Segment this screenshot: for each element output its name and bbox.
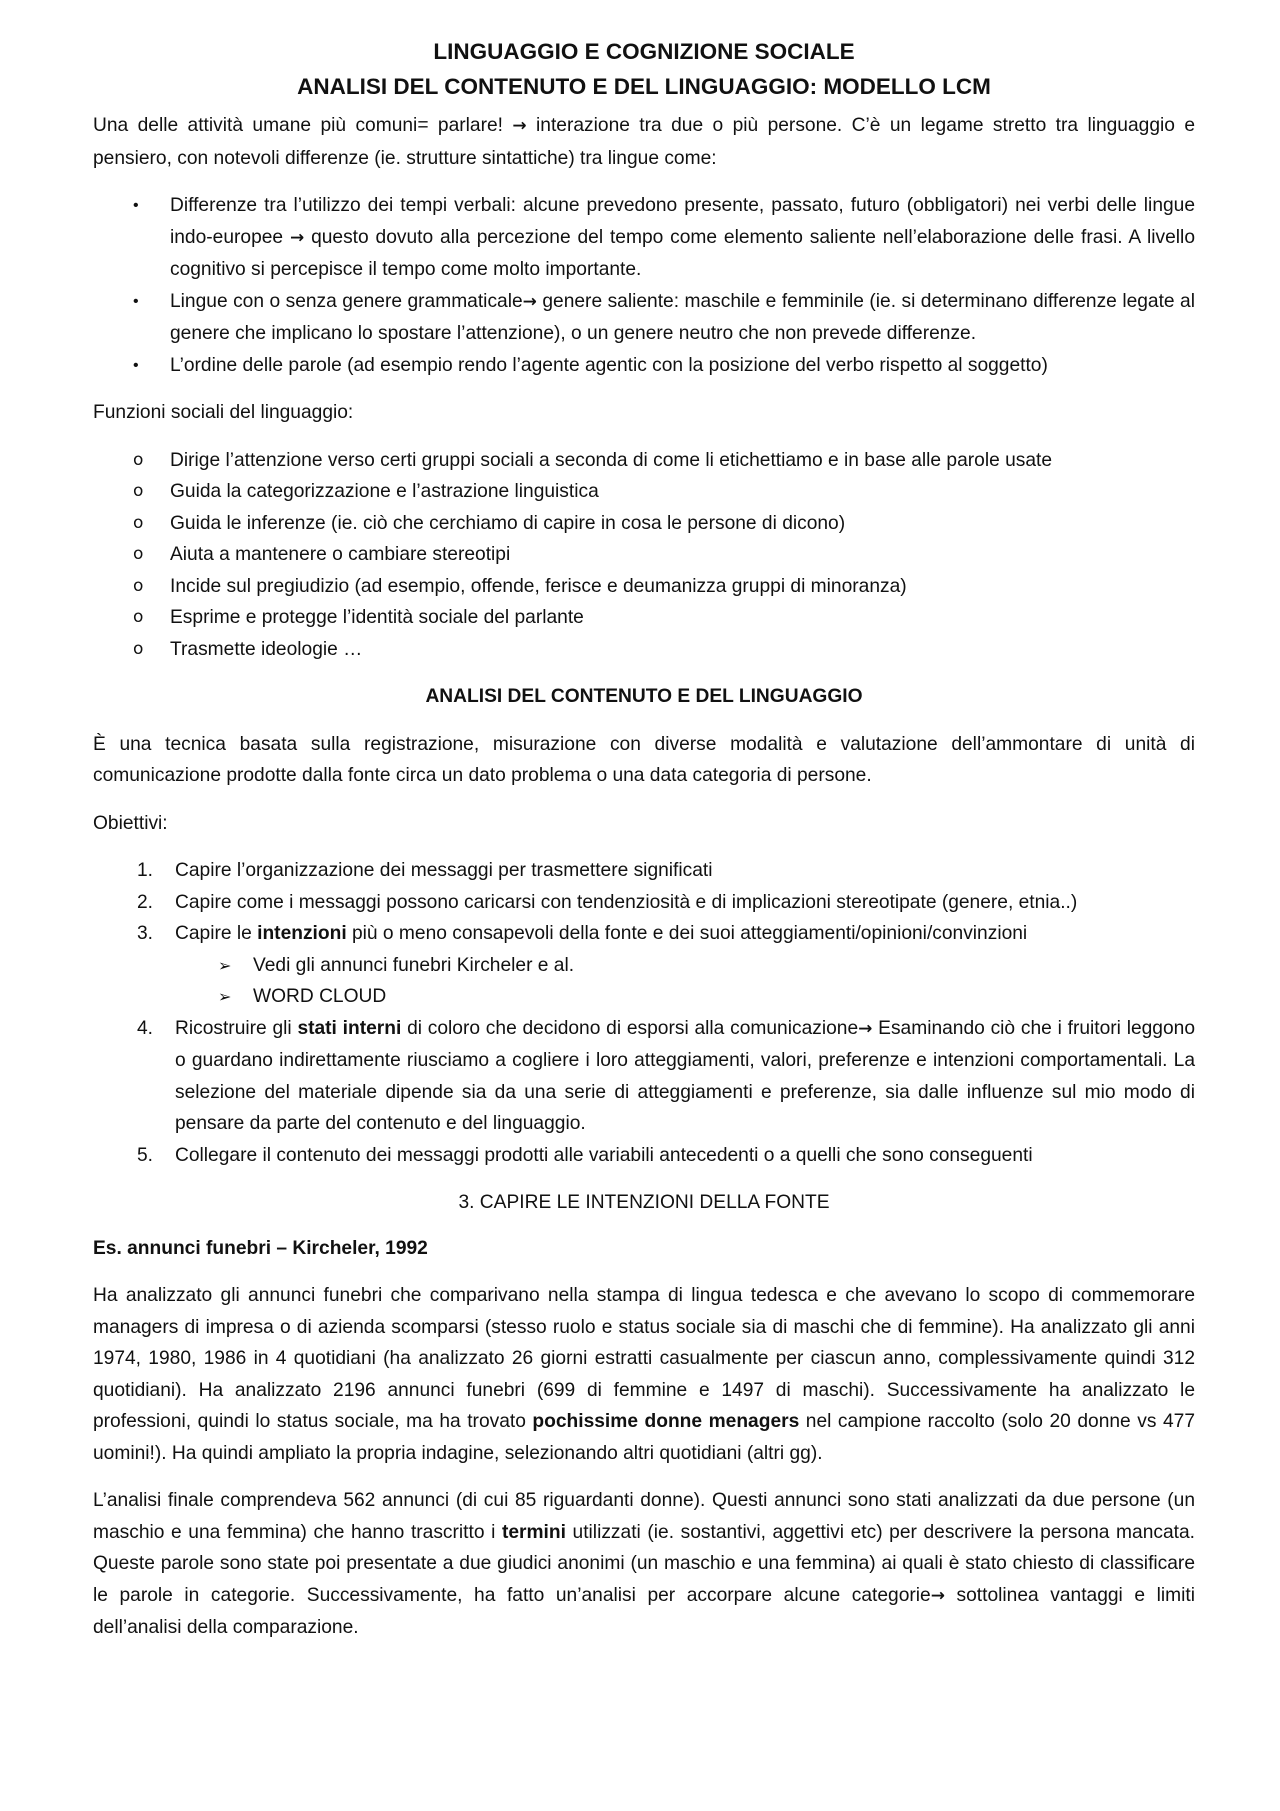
objective-text: Capire l’organizzazione dei messaggi per trasmettere significati <box>175 860 713 881</box>
circle-bullet-icon: o <box>133 512 144 533</box>
difference-text-1a: Differenze tra l’utilizzo dei tempi verbali: alcune prevedono presente, passato, futuro (obbligatori) nei verbi delle lingue indo-europee <box>170 195 1195 248</box>
function-text: Incide sul pregiudizio (ad esempio, offende, ferisce e deumanizza gruppi di minoranza) <box>170 575 907 597</box>
function-text: Esprime e protegge l’identità sociale del parlante <box>170 607 584 628</box>
objective-text-3b: più o meno consapevoli della fonte e dei suoi atteggiamenti/opinioni/convinzioni <box>346 923 1028 944</box>
difference-text-1b: questo dovuto alla percezione del tempo come elemento saliente nell’elaborazione delle frasi. A livello cognitivo si percepisce il tempo come molto importante. <box>170 226 1195 280</box>
paragraph-1-text-b: nel campione raccolto (solo 20 donne vs 477 uomini!). Ha quindi ampliato la propria indagine, selezionando altri quotidiani (altri gg). <box>93 1411 1195 1464</box>
section-heading: ANALISI DEL CONTENUTO E DEL LINGUAGGIO <box>425 686 863 707</box>
list-item <box>93 190 1195 286</box>
sub-item-text: Vedi gli annunci funebri Kircheler e al. <box>253 954 575 976</box>
circle-bullet-icon: o <box>133 638 144 659</box>
difference-text-2a: Lingue con o senza genere grammaticale <box>170 290 523 312</box>
list-number: 5. <box>137 1144 154 1166</box>
list-number: 3. <box>137 923 154 944</box>
document-title-line1: LINGUAGGIO E COGNIZIONE SOCIALE <box>433 39 855 64</box>
list-item <box>93 855 1195 887</box>
difference-text-2b: genere saliente: maschile e femminile (ie. si determinano differenze legate al genere che implicano lo spostare l’attenzione), o un genere neutro che non prevede differenze. <box>170 290 1195 344</box>
list-item <box>93 571 1195 603</box>
objective-text-3a: Capire le <box>175 923 258 944</box>
paragraph-1-bold: pochissime donne menagers <box>532 1411 800 1432</box>
intro-text-1: Una delle attività umane più comuni= parlare! <box>93 115 513 136</box>
list-item <box>93 1140 1195 1172</box>
list-item <box>93 887 1195 919</box>
objective-text-4a: Ricostruire gli <box>175 1017 298 1039</box>
bullet-icon: • <box>133 197 139 214</box>
circle-bullet-icon: o <box>133 544 144 564</box>
paragraph-2-text-b: utilizzati (ie. sostantivi, aggettivi etc) per descrivere la persona mancata. Queste parole sono state poi presentate a due giudici anonimi (un maschio e una femmina) ai quali è stato chiesto di classificare le parole in categorie. Successivamente, ha fatto un’analisi per accorpare alcune categorie <box>93 1521 1195 1606</box>
objective-text: Capire come i messaggi possono caricarsi con tendenziosità e di implicazioni stereotipate (genere, etnia..) <box>175 891 1078 913</box>
objective-text-4b: di coloro che decidono di esporsi alla comunicazione <box>401 1017 859 1039</box>
circle-bullet-icon: o <box>133 575 144 596</box>
paragraph-2-text-a: L’analisi finale comprendeva 562 annunci (di cui 85 riguardanti donne). Questi annunci sono stati analizzati da due persone (un maschio e una femmina) che hanno trascritto i <box>93 1490 1195 1543</box>
list-item <box>93 539 1195 571</box>
function-text: Trasmette ideologie … <box>170 638 363 660</box>
bullet-icon: • <box>133 292 139 310</box>
objective-text-4-bold: stati interni <box>297 1017 402 1039</box>
intro-text-2: interazione tra due o più persone. C’è un legame stretto tra linguaggio e pensiero, con notevoli differenze (ie. strutture sintattiche) tra lingue come: <box>93 115 1195 169</box>
intro-paragraph <box>93 110 1195 174</box>
paragraph-2-text-c: sottolinea vantaggi e limiti dell’analisi della comparazione. <box>93 1584 1195 1638</box>
social-functions-list <box>93 445 1195 666</box>
document-title-line2: ANALISI DEL CONTENUTO E DEL LINGUAGGIO: MODELLO LCM <box>297 74 991 99</box>
list-number: 2. <box>137 891 154 913</box>
difference-text-3: L’ordine delle parole (ad esempio rendo l’agente agentic con la posizione del verbo rispetto al soggetto) <box>170 354 1048 376</box>
definition-paragraph: È una tecnica basata sulla registrazione, misurazione con diverse modalità e valutazione dell’ammontare di unità di comunicazione prodotte dalla fonte circa un dato problema o una data categoria di persone. <box>93 733 1195 786</box>
list-item <box>93 350 1195 382</box>
list-item <box>93 476 1195 508</box>
list-number: 4. <box>137 1017 154 1039</box>
bullet-icon: • <box>133 356 139 374</box>
list-item <box>93 1013 1195 1140</box>
function-text: Aiuta a mantenere o cambiare stereotipi <box>170 544 511 565</box>
arrow-right-icon: → <box>858 1018 873 1039</box>
list-number: 1. <box>137 860 154 881</box>
list-item <box>93 918 1195 950</box>
paragraph-2 <box>93 1485 1195 1644</box>
arrow-right-icon: → <box>289 227 305 248</box>
paragraph-1-text-a: Ha analizzato gli annunci funebri che comparivano nella stampa di lingua tedesca e che avevano lo scopo di commemorare managers di impresa o di azienda scomparsi (stesso ruolo e status sociale sia di maschi che di femmine). Ha analizzato gli anni 1974, 1980, 1986 in 4 quotidiani (ha analizzato 26 giorni estratti casualmente per ciascun anno, complessivamente quindi 312 quotidiani). Ha analizzato 2196 annunci funebri (699 di femmine e 1497 di maschi). Successivamente ha analizzato le professioni, quindi lo status sociale, ma ha trovato <box>93 1285 1195 1432</box>
list-item <box>93 981 1195 1013</box>
circle-bullet-icon: o <box>133 449 144 470</box>
objective-text-4c: Esaminando ciò che i fruitori leggono o guardano indirettamente riusciamo a cogliere i loro atteggiamenti, valori, preferenze e intenzioni comportamentali. La selezione del materiale dipende sia da una serie di atteggiamenti e preferenze, sia dalle influenze sul mio modo di pensare da parte del contenuto e del linguaggio. <box>175 1017 1195 1134</box>
objective-text-3-bold: intenzioni <box>257 923 347 944</box>
circle-bullet-icon: o <box>133 607 144 627</box>
list-item <box>93 286 1195 350</box>
document-page <box>93 34 1195 1660</box>
circle-bullet-icon: o <box>133 481 144 501</box>
example-heading: Es. annunci funebri – Kircheler, 1992 <box>93 1237 428 1259</box>
sub-item-text: WORD CLOUD <box>253 986 387 1007</box>
objectives-heading: Obiettivi: <box>93 812 168 834</box>
subsection-heading: 3. CAPIRE LE INTENZIONI DELLA FONTE <box>458 1192 830 1213</box>
objectives-list <box>93 855 1195 1171</box>
objective-text: Collegare il contenuto dei messaggi prodotti alle variabili antecedenti o a quelli che sono conseguenti <box>175 1144 1033 1166</box>
function-text: Guida la categorizzazione e l’astrazione linguistica <box>170 481 599 502</box>
differences-list <box>93 190 1195 381</box>
list-item <box>93 602 1195 634</box>
list-item <box>93 634 1195 666</box>
paragraph-1 <box>93 1280 1195 1469</box>
list-item <box>93 950 1195 982</box>
arrow-right-icon: → <box>930 1585 945 1606</box>
function-text: Dirige l’attenzione verso certi gruppi sociali a seconda di come li etichettiamo e in base alle parole usate <box>170 449 1053 471</box>
arrow-right-icon: → <box>512 116 527 136</box>
arrowhead-bullet-icon: ➢ <box>218 987 232 1006</box>
arrowhead-bullet-icon: ➢ <box>218 955 232 975</box>
function-text: Guida le inferenze (ie. ciò che cerchiamo di capire in cosa le persone di dicono) <box>170 512 846 534</box>
list-item <box>93 508 1195 540</box>
arrow-right-icon: → <box>522 291 537 312</box>
list-item <box>93 445 1195 477</box>
paragraph-2-bold: termini <box>501 1521 566 1543</box>
social-functions-heading: Funzioni sociali del linguaggio: <box>93 402 354 423</box>
